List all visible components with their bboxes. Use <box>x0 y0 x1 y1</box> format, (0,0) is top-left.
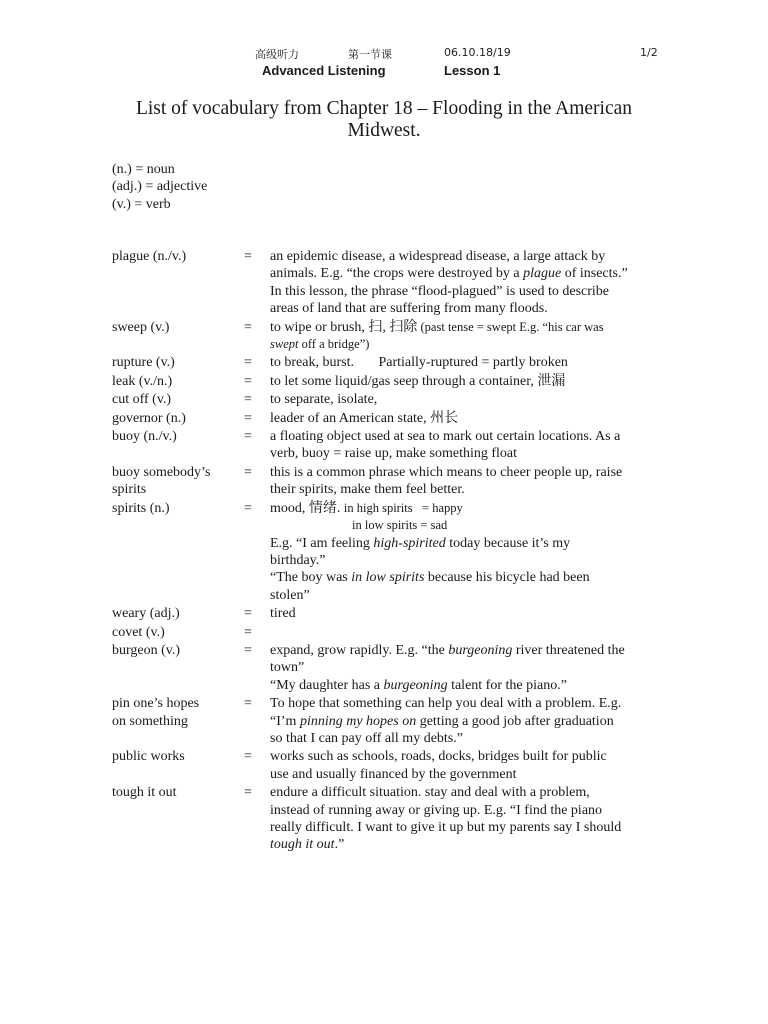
entry-tough-it-out <box>112 784 672 854</box>
definition-burgeon: expand, grow rapidly. E.g. “the burgeoning river threatened the town” “My daughter has a burgeoning talent for the piano.” <box>270 642 625 693</box>
term-spirits: spirits (n.) <box>112 500 170 516</box>
equals-sign: = <box>244 642 252 658</box>
term-buoy-spirits: buoy somebody’s spirits <box>112 464 211 498</box>
definition-tough-it-out: endure a difficult situation. stay and deal with a problem, instead of running away or giving up. E.g. “I find the piano really difficult. I want to give it up but my parents say I should tough it out.” <box>270 785 622 853</box>
entry-spirits <box>112 500 672 604</box>
entry-governor <box>112 410 672 427</box>
equals-sign: = <box>244 355 252 371</box>
entry-plague <box>112 248 672 318</box>
entry-cut-off <box>112 391 672 408</box>
term-rupture: rupture (v.) <box>112 355 175 371</box>
entry-sweep <box>112 319 672 354</box>
entry-burgeon <box>112 642 672 694</box>
definition-pin-hopes: To hope that something can help you deal with a problem. E.g. “I’m pinning my hopes on getting a good job after graduation so that I can pay off all my debts.” <box>270 696 622 746</box>
term-leak: leak (v./n.) <box>112 373 173 389</box>
term-sweep: sweep (v.) <box>112 319 170 335</box>
definition-weary: tired <box>270 606 296 622</box>
definition-sweep: to wipe or brush, 扫, 扫除 (past tense = swept E.g. “his car was swept off a bridge”) <box>270 319 604 352</box>
title-line-1: List of vocabulary from Chapter 18 – Flooding in the American <box>135 98 633 119</box>
equals-sign: = <box>244 392 252 408</box>
equals-sign: = <box>244 410 252 426</box>
title-line-2: Midwest. <box>347 120 421 141</box>
definition-leak: to let some liquid/gas seep through a container, 泄漏 <box>270 373 566 389</box>
equals-sign: = <box>244 319 252 335</box>
term-covet: covet (v.) <box>112 624 165 640</box>
entry-weary <box>112 605 672 622</box>
equals-sign: = <box>244 249 252 264</box>
term-tough-it-out: tough it out <box>112 785 177 801</box>
entry-leak <box>112 373 672 390</box>
legend-verb: (v.) = verb <box>112 196 171 212</box>
term-plague: plague (n./v.) <box>112 249 187 264</box>
term-public-works: public works <box>112 749 185 765</box>
definition-buoy-spirits: this is a common phrase which means to cheer people up, raise their spirits, make them feel better. <box>270 464 623 498</box>
lesson-name: Lesson 1 <box>444 63 501 78</box>
legend-noun: (n.) = noun <box>112 162 175 177</box>
chinese-lesson-label: 第一节课 <box>348 48 392 61</box>
term-cut-off: cut off (v.) <box>112 392 172 408</box>
equals-sign: = <box>244 749 252 765</box>
definition-spirits: mood, 情绪. in high spirits = happy in low spirits = sad E.g. “I am feeling high-spirited today because it’s my birthday.” “The boy was in low spirits because his bicycle had been stolen” <box>270 500 590 603</box>
abbreviation-legend <box>112 161 207 213</box>
entry-pin-hopes <box>112 695 672 747</box>
equals-sign: = <box>244 500 252 516</box>
equals-sign: = <box>244 606 252 622</box>
term-pin-hopes: pin one’s hopes on something <box>112 696 200 729</box>
definition-buoy: a floating object used at sea to mark out certain locations. As a verb, buoy = raise up, make something float <box>270 429 621 462</box>
term-buoy: buoy (n./v.) <box>112 429 177 445</box>
date-label: 06.10.18/19 <box>444 46 511 59</box>
definition-governor: leader of an American state, 州长 <box>270 410 459 426</box>
course-name: Advanced Listening <box>262 63 386 78</box>
chinese-course-label: 高级听力 <box>255 48 299 61</box>
term-governor: governor (n.) <box>112 410 186 426</box>
equals-sign: = <box>244 696 252 712</box>
term-burgeon: burgeon (v.) <box>112 642 181 658</box>
entry-buoy-spirits <box>112 464 672 499</box>
equals-sign: = <box>244 373 252 389</box>
page-title <box>100 98 668 142</box>
entry-rupture <box>112 354 672 371</box>
definition-public-works: works such as schools, roads, docks, bridges built for public use and usually financed by the government <box>270 749 607 782</box>
legend-adjective: (adj.) = adjective <box>112 179 208 195</box>
equals-sign: = <box>244 624 252 640</box>
equals-sign: = <box>244 464 252 480</box>
entry-covet <box>112 624 672 641</box>
entry-public-works <box>112 748 672 783</box>
vocabulary-list <box>112 248 672 855</box>
term-weary: weary (adj.) <box>112 606 180 622</box>
definition-rupture: to break, burst. Partially-ruptured = partly broken <box>270 355 568 371</box>
equals-sign: = <box>244 429 252 445</box>
equals-sign: = <box>244 785 252 801</box>
definition-cut-off: to separate, isolate, <box>270 392 378 408</box>
definition-plague: an epidemic disease, a widespread disease, a large attack by animals. E.g. “the crops were destroyed by a plague of insects.” In this lesson, the phrase “flood-plagued” is used to describe areas of land that are suffering from many floods. <box>270 249 628 317</box>
entry-buoy <box>112 428 672 463</box>
page-number: 1/2 <box>640 46 658 59</box>
